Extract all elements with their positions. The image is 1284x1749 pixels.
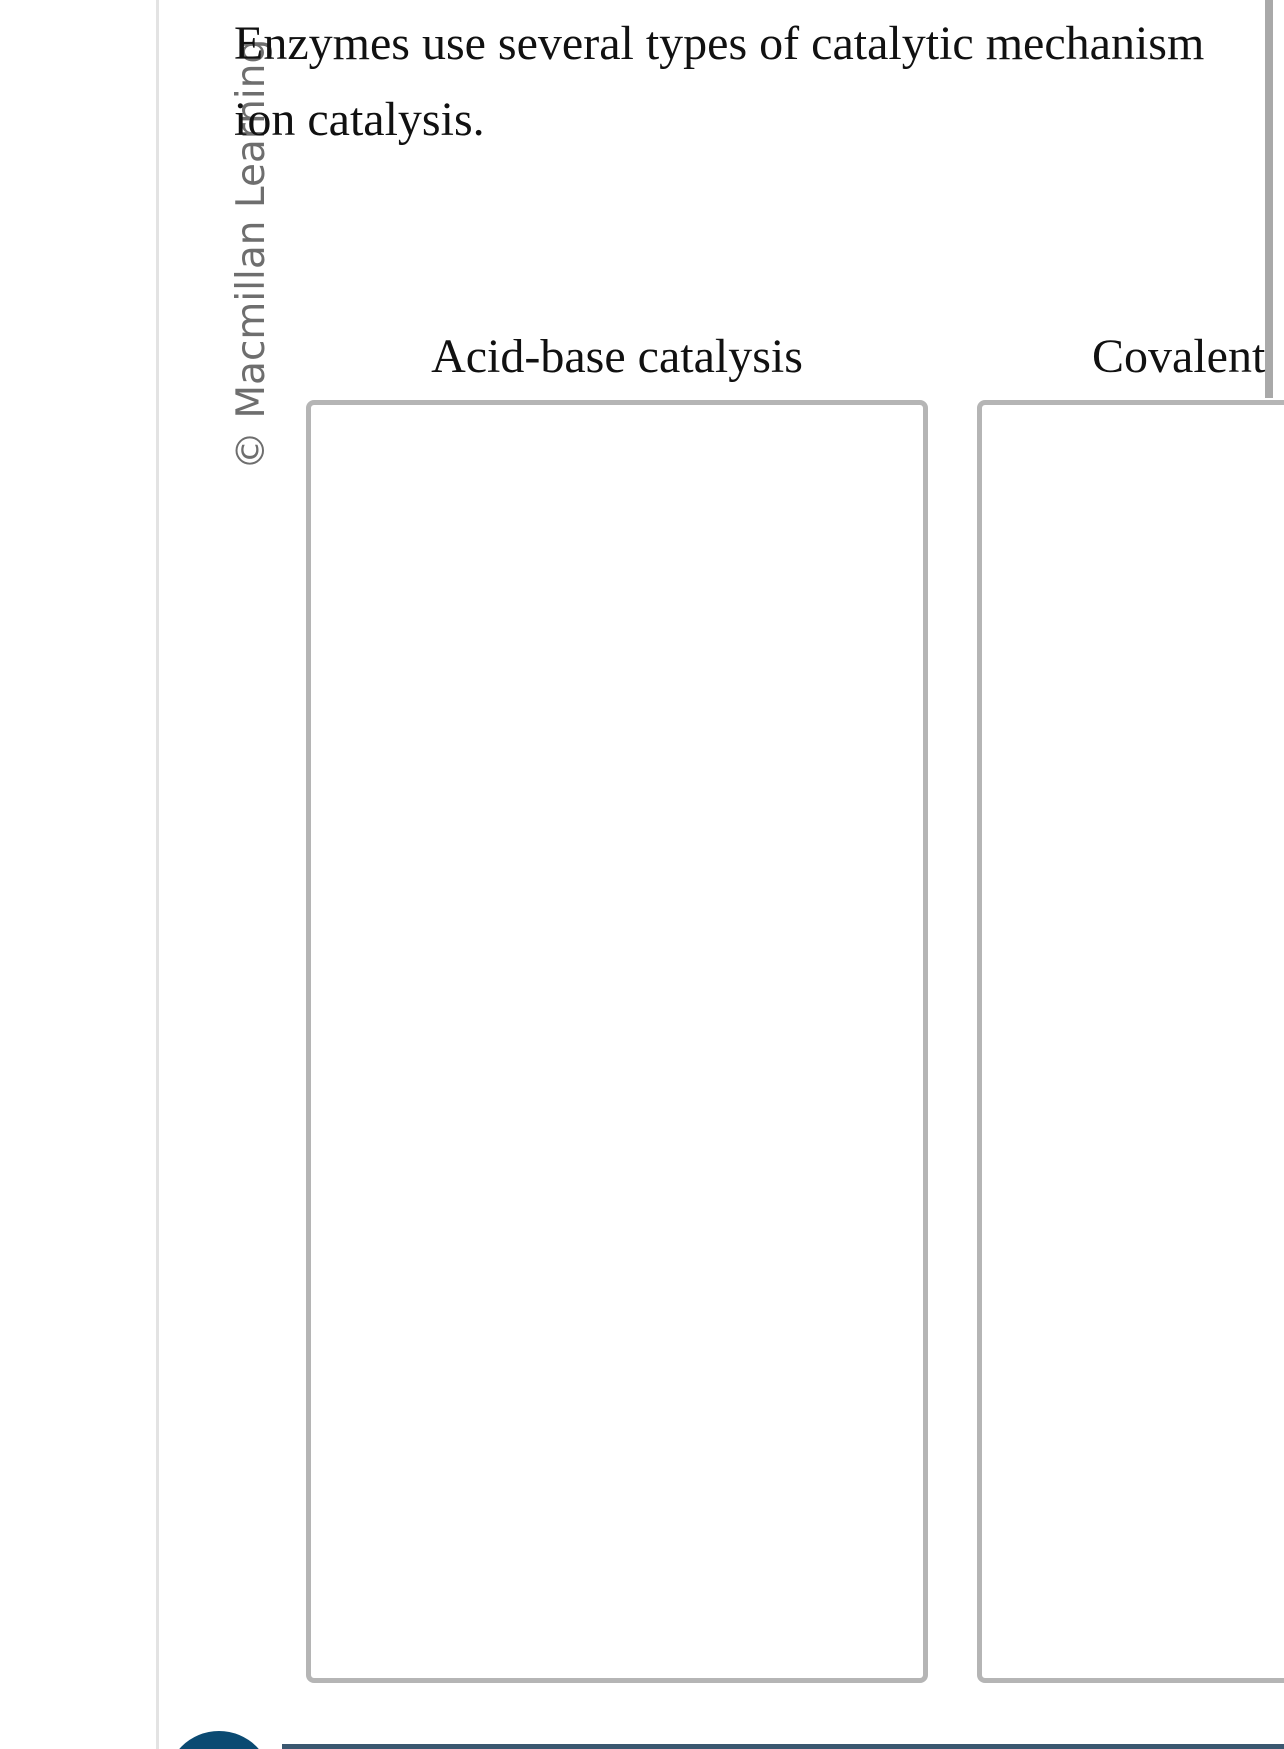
drop-zone-covalent[interactable] [977, 400, 1284, 1683]
drop-zone-acid-base[interactable] [306, 400, 928, 1683]
question-line-1: Enzymes use several types of catalytic mechanism [234, 17, 1205, 70]
question-line-2: ion catalysis. [234, 93, 485, 146]
category-label-acid-base: Acid-base catalysis [431, 330, 803, 383]
copyright-watermark: © Macmillan Learning [229, 38, 274, 470]
answer-bank-bar [282, 1744, 1284, 1749]
category-label-covalent: Covalent [1092, 330, 1266, 383]
answer-bank-icon[interactable] [166, 1731, 272, 1749]
question-text [234, 6, 1284, 158]
vertical-scrollbar[interactable] [1265, 0, 1273, 398]
left-margin-strip [0, 0, 159, 1749]
